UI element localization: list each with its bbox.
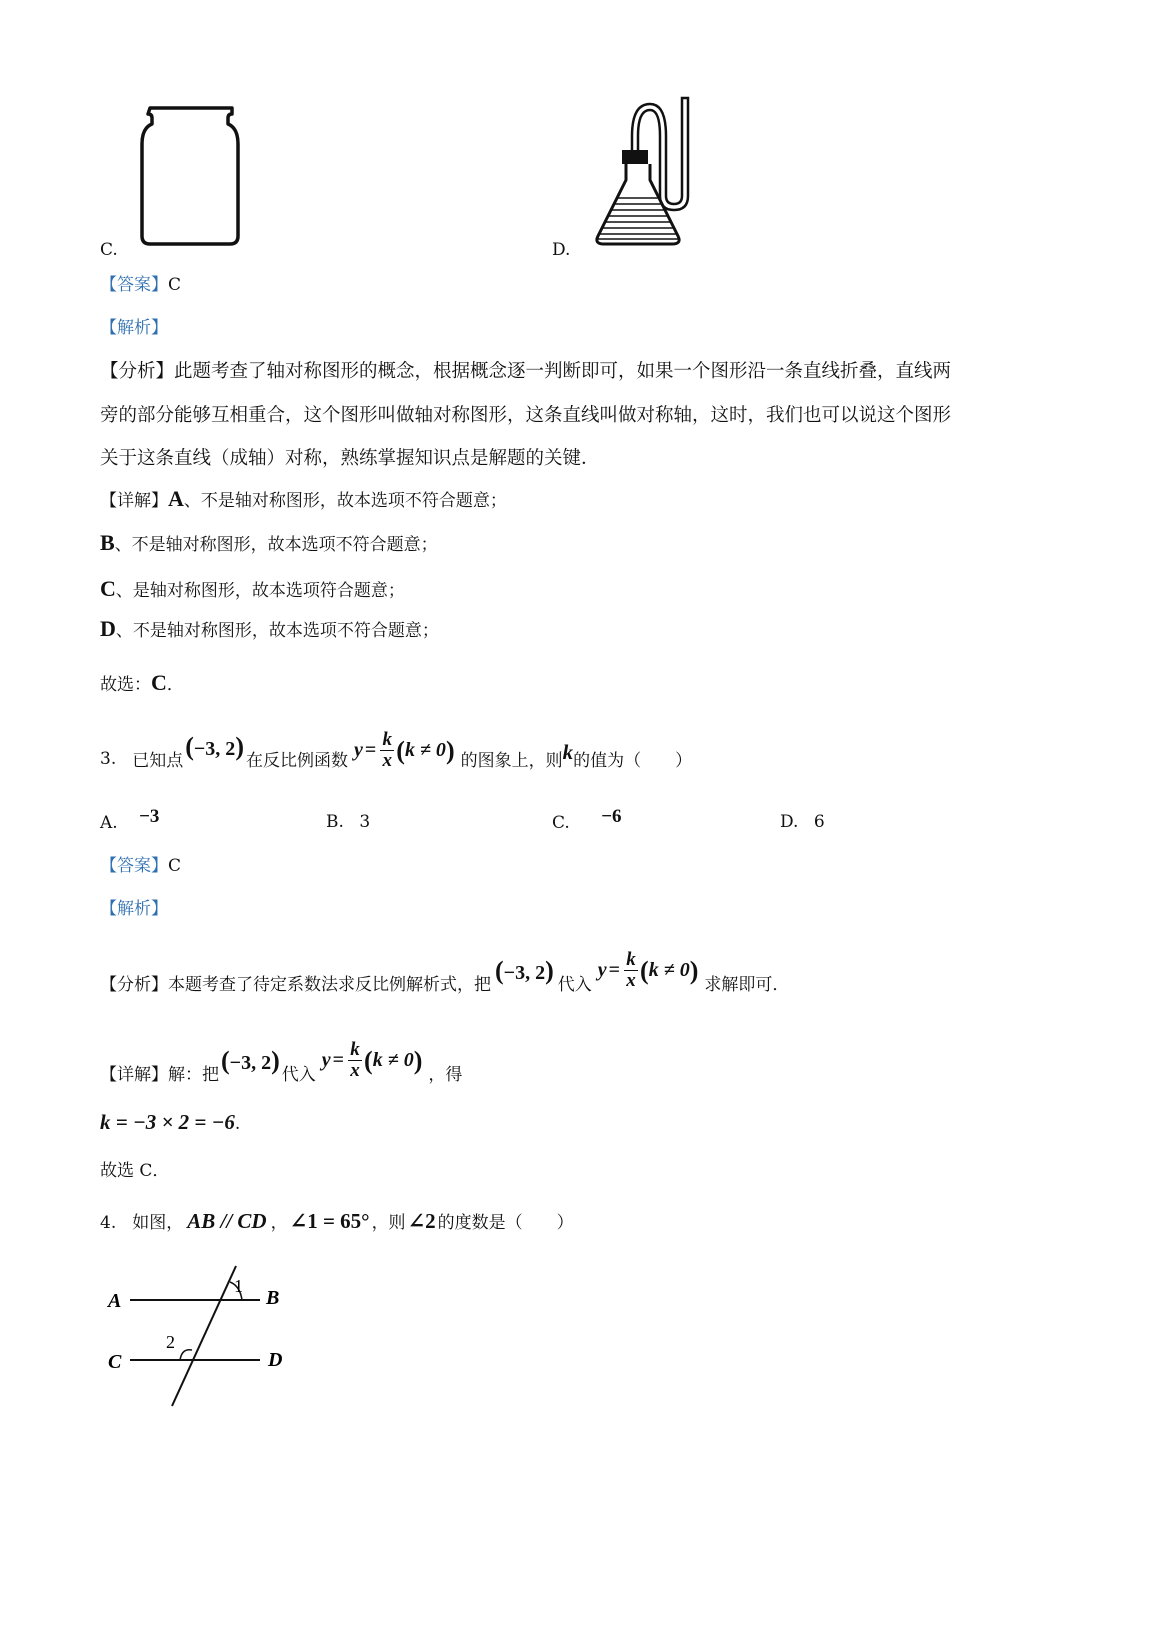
q3-option-d xyxy=(780,812,825,832)
q3-option-a xyxy=(100,806,160,834)
q4-number: 4. xyxy=(100,1213,117,1233)
option-d-label: D. xyxy=(552,240,571,260)
q4-parallel: AB // CD xyxy=(187,1209,267,1233)
q3-stem-part3: 的图象上，则 xyxy=(460,751,563,771)
detail-d-letter: D xyxy=(100,616,116,641)
choose-letter: C xyxy=(151,670,167,695)
q2-answer xyxy=(100,270,181,295)
q3-option-c xyxy=(552,806,622,834)
point-close: ) xyxy=(271,1045,280,1075)
answer-tag: 【答案】 xyxy=(100,275,168,295)
q4-stem-part2: ，则 xyxy=(371,1213,406,1233)
func-cond: k ≠ 0 xyxy=(648,959,690,981)
option-label: D. xyxy=(780,812,799,832)
q2-detail-d xyxy=(100,616,439,642)
label-c: C xyxy=(108,1351,122,1373)
q2-choose xyxy=(100,670,184,696)
q2-analysis-tag: 【解析】 xyxy=(100,318,168,338)
q2-detail-c xyxy=(100,576,405,602)
func-num: k xyxy=(626,949,636,970)
point-close: ) xyxy=(545,955,554,985)
func-cond: k ≠ 0 xyxy=(404,739,446,761)
analysis-suffix: 求解即可． xyxy=(704,975,790,995)
detail-b-text: 、不是轴对称图形，故本选项不符合题意； xyxy=(114,535,438,555)
func-fraction xyxy=(348,1040,362,1081)
option-value: 6 xyxy=(813,812,825,832)
detail-a-letter: A xyxy=(168,486,184,511)
func-eq: = xyxy=(608,959,621,981)
q4-angle-ask: ∠2 xyxy=(407,1209,436,1233)
label-b: B xyxy=(266,1287,280,1309)
detail-b-letter: B xyxy=(100,530,115,555)
q3-stem-part1: 已知点 xyxy=(132,751,184,771)
option-value: 3 xyxy=(359,812,371,832)
q2-analysis-line3: 关于这条直线（成轴）对称，熟练掌握知识点是解题的关键． xyxy=(100,448,600,469)
point-open: ( xyxy=(221,1045,230,1075)
transversal xyxy=(172,1266,236,1406)
analysis-middle: 代入 xyxy=(557,975,592,995)
q3-answer xyxy=(100,851,181,876)
option-label: C. xyxy=(552,813,570,833)
q3-analysis: 【分析】本题考查了待定系数法求反比例解析式，把 (−3, 2) 代入 y = $\frac{k}{x}$ ( k ≠ 0 ) 求解即可． xyxy=(100,949,790,995)
option-label: A. xyxy=(100,813,118,833)
func-y: y xyxy=(597,959,607,981)
func-y: y xyxy=(353,739,363,761)
choose-suffix: ． xyxy=(166,675,184,695)
func-fraction xyxy=(624,950,638,991)
result-end: . xyxy=(234,1114,241,1134)
q3-result xyxy=(100,1110,240,1135)
q3-function: y = $\frac{k}{x}$ ( k ≠ 0 ) xyxy=(353,729,455,771)
detail-middle: 代入 xyxy=(281,1065,316,1085)
q4-stem-part1: 如图， xyxy=(132,1213,184,1233)
option-value: −6 xyxy=(601,806,622,827)
func-cond: k ≠ 0 xyxy=(372,1049,414,1071)
detail-suffix: ，得 xyxy=(428,1065,463,1085)
func-y: y xyxy=(321,1049,331,1071)
q3-option-b xyxy=(326,812,370,832)
jar-figure xyxy=(138,104,244,248)
func-fraction xyxy=(380,730,394,771)
answer-value: C xyxy=(168,856,182,876)
func-num: k xyxy=(350,1039,360,1060)
func-eq: = xyxy=(364,739,377,761)
q4-stem-part3: 的度数是（ ） xyxy=(437,1213,574,1233)
func-den: x xyxy=(382,750,393,771)
point-close: ) xyxy=(235,731,244,761)
answer-value: C xyxy=(168,275,182,295)
q4-angle-given: ∠1 = 65° xyxy=(289,1209,370,1233)
q4-stem xyxy=(100,1208,574,1234)
label-angle-1: 1 xyxy=(234,1276,243,1296)
detail-c-letter: C xyxy=(100,576,116,601)
q2-analysis-line2: 旁的部分能够互相重合，这个图形叫做轴对称图形，这条直线叫做对称轴，这时，我们也可以说这个图形 xyxy=(100,405,952,426)
func-eq: = xyxy=(332,1049,345,1071)
option-label: B. xyxy=(326,812,344,832)
option-value: −3 xyxy=(139,806,160,827)
point-text: −3, 2 xyxy=(503,961,546,984)
label-a: A xyxy=(108,1290,122,1312)
q2-detail-b xyxy=(100,530,438,556)
point-text: −3, 2 xyxy=(229,1051,272,1074)
q3-stem-k: k xyxy=(562,740,574,764)
choose-prefix: 故选： xyxy=(100,675,151,695)
result-equation: k = −3 × 2 = −6 xyxy=(100,1110,235,1134)
answer-tag: 【答案】 xyxy=(100,856,168,876)
label-angle-2: 2 xyxy=(166,1332,175,1352)
q3-number: 3. xyxy=(100,748,117,769)
point-open: ( xyxy=(495,955,504,985)
analysis-prefix: 【分析】本题考查了待定系数法求反比例解析式，把 xyxy=(100,975,491,995)
point-open: ( xyxy=(185,731,194,761)
func-den: x xyxy=(626,970,636,991)
q2-detail-a xyxy=(100,486,507,512)
func-den: x xyxy=(350,1060,360,1081)
q2-analysis-line1: 【分析】此题考查了轴对称图形的概念，根据概念逐一判断即可，如果一个图形沿一条直线折叠，直线两 xyxy=(100,361,952,382)
detail-c-text: 、是轴对称图形，故本选项符合题意； xyxy=(115,581,405,601)
flask-figure xyxy=(590,96,700,248)
detail-d-text: 、不是轴对称图形，故本选项不符合题意； xyxy=(115,621,439,641)
func-num: k xyxy=(382,729,393,750)
q3-stem-part4: 的值为（ ） xyxy=(573,751,693,771)
angle-2-arc xyxy=(180,1350,192,1360)
q3-choose: 故选 C． xyxy=(100,1161,170,1181)
label-d: D xyxy=(268,1349,283,1371)
q4-comma: ， xyxy=(270,1213,288,1233)
q3-detail: 【详解】解：把 (−3, 2) 代入 y = $\frac{k}{x}$ ( k ≠ 0 ) ，得 xyxy=(100,1039,463,1085)
q3-stem-part2: 在反比例函数 xyxy=(245,751,348,771)
detail-tag: 【详解】 xyxy=(100,491,168,511)
option-c-label: C. xyxy=(100,240,118,260)
parallel-lines-figure xyxy=(100,1262,300,1412)
detail-a-text: 、不是轴对称图形，故本选项不符合题意； xyxy=(183,491,507,511)
q3-point xyxy=(185,732,244,762)
detail-prefix: 【详解】解：把 xyxy=(100,1065,219,1085)
q3-stem xyxy=(100,729,693,779)
point-text: −3, 2 xyxy=(193,737,236,760)
q3-analysis-tag: 【解析】 xyxy=(100,899,168,919)
